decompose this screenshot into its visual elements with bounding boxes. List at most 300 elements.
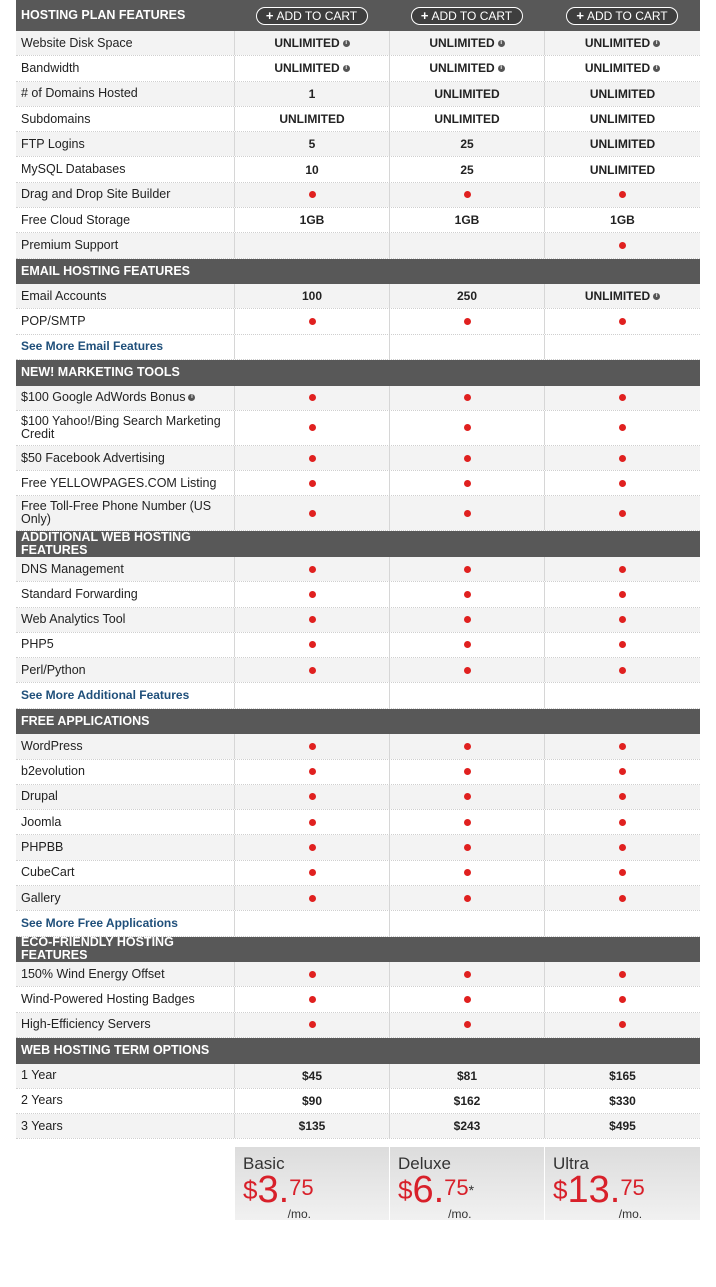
included-dot-icon	[464, 566, 471, 573]
plan-value-cell	[389, 411, 544, 445]
feature-label	[16, 208, 234, 232]
included-dot-icon	[619, 667, 626, 674]
plus-icon: +	[420, 8, 429, 23]
price-dollars: 3	[257, 1169, 279, 1212]
plan-value: UNLIMITED	[589, 162, 656, 177]
plan-value: UNLIMITED	[584, 36, 651, 51]
section-email-hosting-features	[16, 259, 700, 285]
feature-name: Drag and Drop Site Builder	[21, 187, 171, 202]
info-icon[interactable]: i	[343, 40, 350, 47]
plan-value: 250	[456, 289, 478, 304]
included-dot-icon	[619, 616, 626, 623]
section-header-cell	[389, 360, 544, 386]
plan-value-cell	[234, 56, 389, 80]
price-period: /mo.	[618, 1207, 643, 1222]
plan-value: UNLIMITED	[274, 36, 340, 51]
included-dot-icon	[309, 424, 316, 431]
feature-label	[16, 835, 234, 859]
plan-value-cell	[234, 309, 389, 333]
plan-value: UNLIMITED	[584, 289, 651, 304]
included-dot-icon	[309, 616, 316, 623]
plan-value: UNLIMITED	[589, 137, 656, 152]
feature-name: $100 Yahoo!/Bing Search Marketing Credit	[21, 413, 221, 441]
included-dot-icon	[464, 667, 471, 674]
plan-value-cell	[389, 835, 544, 859]
section-title: HOSTING PLAN FEATURES	[21, 8, 186, 22]
section-eco-friendly-features	[16, 937, 700, 963]
plan-value-cell	[544, 734, 700, 758]
included-dot-icon	[464, 641, 471, 648]
section-header-cell	[389, 709, 544, 735]
plan-value-cell	[389, 31, 544, 55]
add-to-cart-button[interactable]	[256, 7, 368, 25]
section-header-cell	[389, 1038, 544, 1064]
table-row	[16, 208, 700, 233]
feature-label	[16, 284, 234, 308]
feature-label	[16, 810, 234, 834]
section-header-cell	[389, 259, 544, 285]
info-icon[interactable]: i	[498, 40, 505, 47]
section-term-options	[16, 1038, 700, 1064]
feature-label	[16, 658, 234, 682]
plan-value-cell	[544, 233, 700, 257]
plan-value-cell	[389, 386, 544, 410]
included-dot-icon	[619, 480, 626, 487]
feature-label	[16, 386, 234, 410]
included-dot-icon	[619, 394, 626, 401]
included-dot-icon	[464, 819, 471, 826]
included-dot-icon	[309, 318, 316, 325]
table-row	[16, 683, 700, 708]
plan-value-cell	[544, 208, 700, 232]
plan-price	[398, 1169, 544, 1222]
included-dot-icon	[309, 1021, 316, 1028]
feature-label	[16, 886, 234, 910]
info-icon[interactable]: i	[653, 293, 660, 300]
included-dot-icon	[309, 743, 316, 750]
included-dot-icon	[619, 566, 626, 573]
included-dot-icon	[619, 455, 626, 462]
price-dollars: 6	[412, 1169, 434, 1212]
included-dot-icon	[464, 480, 471, 487]
plan-value: $495	[609, 1119, 636, 1134]
see-more-free-applications-link[interactable]: See More Free Applications	[21, 915, 178, 930]
included-dot-icon	[309, 641, 316, 648]
section-title: WEB HOSTING TERM OPTIONS	[21, 1043, 210, 1058]
included-dot-icon	[464, 191, 471, 198]
table-row	[16, 1089, 700, 1114]
included-dot-icon	[309, 191, 316, 198]
see-more-additional-features-link[interactable]: See More Additional Features	[21, 688, 190, 703]
included-dot-icon	[309, 455, 316, 462]
section-title: FREE APPLICATIONS	[21, 713, 150, 728]
price-cents: 75	[289, 1175, 314, 1201]
table-row	[16, 557, 700, 582]
included-dot-icon	[619, 591, 626, 598]
feature-name: 1 Year	[21, 1068, 57, 1083]
plan-value-cell	[544, 861, 700, 885]
plan-value-cell	[389, 208, 544, 232]
add-to-cart-button[interactable]	[411, 7, 523, 25]
section-header-cell	[544, 259, 700, 285]
plan-value: $45	[301, 1068, 323, 1083]
plan-value: $81	[456, 1068, 478, 1083]
feature-name: b2evolution	[21, 764, 85, 779]
section-title: EMAIL HOSTING FEATURES	[21, 263, 190, 278]
included-dot-icon	[309, 819, 316, 826]
plan-value-cell	[544, 471, 700, 495]
plan-value-cell	[234, 446, 389, 470]
plan-value-cell	[389, 107, 544, 131]
plan-price-card[interactable]	[544, 1147, 700, 1220]
plan-value-cell	[234, 683, 389, 707]
plan-value-cell	[544, 31, 700, 55]
plan-name: Deluxe	[398, 1154, 451, 1174]
plan-value: $165	[609, 1068, 636, 1083]
plan-price-card[interactable]	[389, 1147, 544, 1220]
included-dot-icon	[309, 996, 316, 1003]
section-header-cell	[544, 0, 700, 31]
plan-value: UNLIMITED	[434, 86, 500, 101]
included-dot-icon	[464, 591, 471, 598]
feature-name: FTP Logins	[21, 136, 85, 151]
plan-value-cell	[234, 582, 389, 606]
plan-value-cell	[234, 386, 389, 410]
plan-value-cell	[234, 962, 389, 986]
feature-label	[16, 132, 234, 156]
plan-value-cell	[389, 962, 544, 986]
info-icon[interactable]: i	[498, 65, 505, 72]
plan-value-cell	[389, 56, 544, 80]
table-row	[16, 608, 700, 633]
table-row	[16, 760, 700, 785]
plan-value-cell	[389, 1114, 544, 1138]
plan-value-cell	[389, 658, 544, 682]
section-header-cell	[234, 1038, 389, 1064]
section-title: NEW! MARKETING TOOLS	[21, 365, 180, 380]
plan-value-cell	[544, 446, 700, 470]
info-icon[interactable]: i	[653, 65, 660, 72]
section-header-cell	[389, 531, 544, 557]
feature-label	[16, 56, 234, 80]
feature-name: Free YELLOWPAGES.COM Listing	[21, 475, 217, 490]
included-dot-icon	[619, 971, 626, 978]
included-dot-icon	[464, 510, 471, 517]
plan-value-cell	[234, 157, 389, 181]
plus-icon: +	[576, 8, 584, 23]
feature-name: $100 Google AdWords Bonus	[21, 390, 186, 405]
included-dot-icon	[619, 191, 626, 198]
plan-value-cell	[234, 1064, 389, 1088]
table-row	[16, 582, 700, 607]
section-header-cell	[234, 531, 389, 557]
section-free-applications	[16, 709, 700, 735]
plan-value-cell	[234, 886, 389, 910]
table-row	[16, 132, 700, 157]
included-dot-icon	[619, 768, 626, 775]
plan-value-cell	[544, 911, 700, 935]
section-hosting-plan-features	[16, 0, 700, 31]
included-dot-icon	[309, 480, 316, 487]
feature-label	[16, 582, 234, 606]
plan-value-cell	[389, 886, 544, 910]
plan-value-cell	[389, 1013, 544, 1037]
price-cents: 75	[444, 1175, 469, 1201]
feature-label	[16, 962, 234, 986]
feature-label	[16, 1064, 234, 1088]
plan-value-cell	[389, 734, 544, 758]
table-row	[16, 886, 700, 911]
plan-value-cell	[544, 157, 700, 181]
section-header-cell	[544, 1038, 700, 1064]
info-icon[interactable]: i	[653, 40, 660, 47]
plan-value-cell	[234, 633, 389, 657]
feature-label	[16, 1114, 234, 1138]
table-row	[16, 233, 700, 258]
feature-label	[16, 987, 234, 1011]
included-dot-icon	[619, 318, 626, 325]
plan-value-cell	[544, 1114, 700, 1138]
feature-name: POP/SMTP	[21, 314, 86, 329]
plan-value: $135	[298, 1119, 326, 1134]
plan-value-cell	[544, 683, 700, 707]
feature-label	[16, 31, 234, 55]
table-row	[16, 446, 700, 471]
included-dot-icon	[309, 895, 316, 902]
feature-name: Drupal	[21, 789, 58, 804]
plan-value-cell	[544, 183, 700, 207]
feature-name: 150% Wind Energy Offset	[21, 966, 165, 981]
plan-value: UNLIMITED	[279, 112, 345, 127]
plan-value: 10	[305, 162, 319, 177]
feature-label	[16, 183, 234, 207]
price-point: .	[278, 1169, 290, 1212]
plan-value-cell	[389, 608, 544, 632]
plan-value: 1	[308, 86, 316, 101]
feature-name: Premium Support	[21, 238, 119, 253]
included-dot-icon	[309, 591, 316, 598]
included-dot-icon	[464, 869, 471, 876]
table-row	[16, 1064, 700, 1089]
feature-label	[16, 785, 234, 809]
plan-value-cell	[389, 157, 544, 181]
plan-value-cell	[234, 1089, 389, 1113]
section-header-cell	[389, 937, 544, 963]
plan-value-cell	[234, 810, 389, 834]
price-point: .	[433, 1169, 445, 1212]
feature-name: PHPBB	[21, 840, 64, 855]
price-dollars: 13	[567, 1169, 610, 1212]
plan-value: 100	[301, 289, 323, 304]
table-row	[16, 471, 700, 496]
feature-name: 3 Years	[21, 1118, 63, 1133]
price-cents: 75	[620, 1175, 645, 1201]
included-dot-icon	[309, 394, 316, 401]
plan-value-cell	[234, 233, 389, 257]
plan-price	[553, 1169, 700, 1222]
feature-name: WordPress	[21, 738, 83, 753]
feature-name: Web Analytics Tool	[21, 612, 126, 627]
price-currency: $	[398, 1175, 413, 1206]
info-icon[interactable]: i	[343, 65, 350, 72]
plan-value: 25	[460, 137, 474, 152]
plan-value-cell	[544, 987, 700, 1011]
plan-value: $243	[453, 1119, 481, 1134]
included-dot-icon	[464, 424, 471, 431]
section-header-cell	[234, 937, 389, 963]
plan-value-cell	[389, 911, 544, 935]
plan-value-cell	[389, 582, 544, 606]
plan-value-cell	[234, 835, 389, 859]
included-dot-icon	[464, 743, 471, 750]
plan-value-cell	[544, 496, 700, 530]
plan-value-cell	[389, 82, 544, 106]
section-title: ADDITIONAL WEB HOSTING FEATURES	[21, 530, 191, 558]
table-row	[16, 386, 700, 411]
section-header-cell	[389, 0, 544, 31]
feature-name: Free Toll-Free Phone Number (US Only)	[21, 499, 212, 527]
price-point: .	[609, 1169, 621, 1212]
plus-icon: +	[265, 8, 274, 23]
plan-value-cell	[389, 233, 544, 257]
plan-value-cell	[544, 582, 700, 606]
plan-value: UNLIMITED	[434, 112, 500, 127]
included-dot-icon	[464, 318, 471, 325]
feature-name: Standard Forwarding	[21, 586, 138, 601]
add-to-cart-button[interactable]	[566, 7, 678, 25]
plan-value-cell	[234, 411, 389, 445]
included-dot-icon	[464, 394, 471, 401]
price-currency: $	[243, 1175, 258, 1206]
plan-value-cell	[544, 557, 700, 581]
plan-value-cell	[234, 107, 389, 131]
section-marketing-tools	[16, 360, 700, 386]
feature-label	[16, 233, 234, 257]
included-dot-icon	[619, 641, 626, 648]
plan-value-cell	[234, 658, 389, 682]
plan-value-cell	[544, 309, 700, 333]
plan-value-cell	[544, 82, 700, 106]
included-dot-icon	[464, 844, 471, 851]
table-row	[16, 284, 700, 309]
plan-price-card[interactable]	[234, 1147, 389, 1220]
plan-value-cell	[389, 496, 544, 530]
plan-value-cell	[544, 1089, 700, 1113]
feature-label	[16, 471, 234, 495]
plan-value: 1GB	[454, 213, 480, 228]
table-row	[16, 658, 700, 683]
plan-value-cell	[389, 335, 544, 359]
plan-value: $330	[609, 1093, 636, 1108]
table-row	[16, 82, 700, 107]
table-row	[16, 56, 700, 81]
plan-value-cell	[389, 309, 544, 333]
plan-value: UNLIMITED	[429, 36, 495, 51]
hosting-comparison-table	[16, 0, 700, 1220]
included-dot-icon	[464, 1021, 471, 1028]
add-to-cart-label: ADD TO CART	[586, 8, 668, 23]
plan-name: Ultra	[553, 1154, 589, 1174]
feature-name: 2 Years	[21, 1093, 63, 1108]
feature-label	[16, 683, 234, 707]
table-row	[16, 157, 700, 182]
plan-value-cell	[389, 557, 544, 581]
plan-value-cell	[234, 335, 389, 359]
plan-value-cell	[389, 987, 544, 1011]
plan-value-cell	[389, 785, 544, 809]
plan-value: UNLIMITED	[589, 112, 656, 127]
table-row	[16, 810, 700, 835]
plan-value-cell	[234, 132, 389, 156]
feature-name: High-Efficiency Servers	[21, 1017, 151, 1032]
plan-value-cell	[234, 861, 389, 885]
table-row	[16, 1114, 700, 1139]
included-dot-icon	[464, 895, 471, 902]
plan-value-cell	[544, 658, 700, 682]
plan-value: 1GB	[299, 213, 325, 228]
feature-label	[16, 608, 234, 632]
included-dot-icon	[309, 510, 316, 517]
feature-label	[16, 1089, 234, 1113]
plan-value-cell	[544, 335, 700, 359]
feature-label	[16, 557, 234, 581]
plan-value-cell	[234, 183, 389, 207]
feature-label	[16, 309, 234, 333]
plan-value-cell	[234, 557, 389, 581]
table-row	[16, 496, 700, 531]
feature-label	[16, 911, 234, 935]
plan-value-cell	[234, 1013, 389, 1037]
feature-name: Website Disk Space	[21, 35, 133, 50]
plan-value-cell	[544, 810, 700, 834]
plan-value-cell	[544, 56, 700, 80]
plan-value-cell	[389, 132, 544, 156]
plan-value-cell	[544, 760, 700, 784]
spacer	[16, 1139, 700, 1147]
table-row	[16, 309, 700, 334]
plan-price-row	[16, 1147, 700, 1220]
plan-value-cell	[389, 633, 544, 657]
section-additional-features	[16, 531, 700, 557]
info-icon[interactable]: i	[188, 394, 195, 401]
feature-label	[16, 411, 234, 445]
see-more-email-features-link[interactable]: See More Email Features	[21, 339, 164, 354]
section-header-cell	[544, 709, 700, 735]
section-title: ECO-FRIENDLY HOSTING FEATURES	[21, 935, 174, 963]
feature-name: $50 Facebook Advertising	[21, 450, 165, 465]
price-asterisk: *	[468, 1182, 475, 1199]
plan-value-cell	[234, 496, 389, 530]
plan-price	[243, 1169, 389, 1222]
included-dot-icon	[309, 869, 316, 876]
feature-name: Bandwidth	[21, 60, 80, 75]
included-dot-icon	[619, 895, 626, 902]
plan-value: 1GB	[610, 213, 635, 228]
plan-value-cell	[389, 1089, 544, 1113]
section-header-cell	[544, 937, 700, 963]
plan-value-cell	[389, 471, 544, 495]
included-dot-icon	[619, 793, 626, 800]
table-row	[16, 107, 700, 132]
plan-value: $162	[453, 1093, 481, 1108]
plan-value-cell	[234, 1114, 389, 1138]
price-period: /mo.	[287, 1207, 311, 1222]
plan-value-cell	[389, 183, 544, 207]
add-to-cart-label: ADD TO CART	[276, 8, 358, 23]
plan-value: 25	[460, 162, 474, 177]
feature-name: MySQL Databases	[21, 162, 126, 177]
included-dot-icon	[464, 455, 471, 462]
